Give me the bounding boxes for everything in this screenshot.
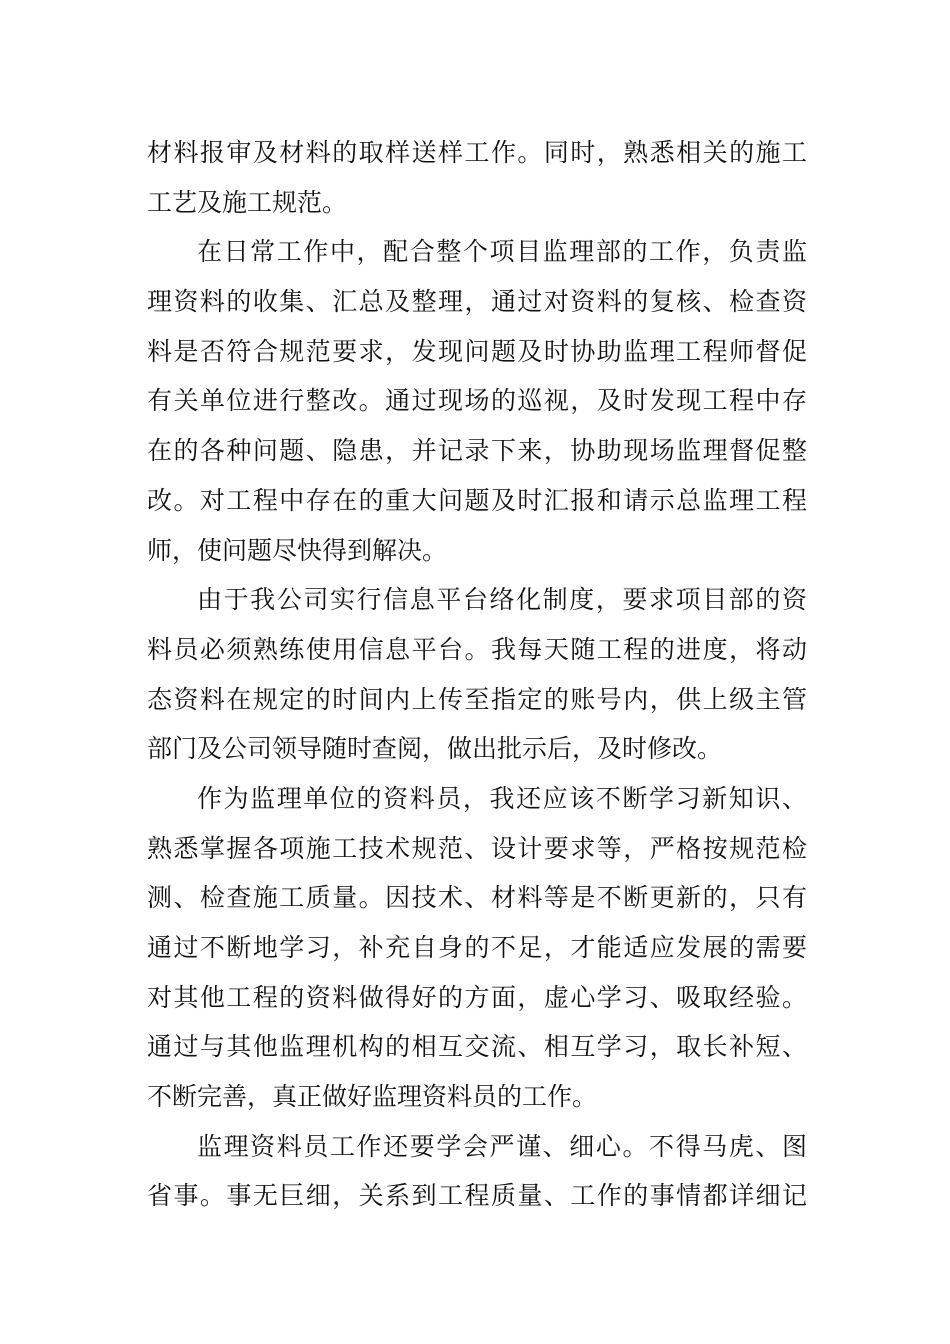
text-line: 有关单位进行整改。通过现场的巡视，及时发现工程中存 (147, 386, 807, 416)
text-line: 通过与其他监理机构的相互交流、相互学习，取长补短、 (147, 1032, 807, 1062)
text-line: 对其他工程的资料做得好的方面，虚心学习、吸取经验。 (147, 982, 807, 1012)
text-line: 在日常工作中，配合整个项目监理部的工作，负责监 (197, 237, 807, 267)
text-line: 省事。事无巨细，关系到工程质量、工作的事情都详细记 (147, 1181, 807, 1211)
text-line: 在的各种问题、隐患，并记录下来，协助现场监理督促整 (147, 436, 807, 466)
text-line: 由于我公司实行信息平台络化制度，要求项目部的资 (197, 585, 807, 615)
text-line: 测、检查施工质量。因技术、材料等是不断更新的，只有 (147, 883, 807, 913)
text-line: 监理资料员工作还要学会严谨、细心。不得马虎、图 (197, 1131, 807, 1161)
text-line: 不断完善，真正做好监理资料员的工作。 (147, 1082, 598, 1112)
text-line: 材料报审及材料的取样送样工作。同时，熟悉相关的施工 (147, 138, 807, 167)
text-line: 料员必须熟练使用信息平台。我每天随工程的进度，将动 (147, 634, 807, 664)
text-line: 部门及公司领导随时查阅，做出批示后，及时修改。 (147, 734, 723, 764)
text-line: 工艺及施工规范。 (147, 187, 348, 217)
text-line: 理资料的收集、汇总及整理，通过对资料的复核、检查资 (147, 287, 807, 317)
text-line: 料是否符合规范要求，发现问题及时协助监理工程师督促 (147, 336, 807, 366)
text-line: 熟悉掌握各项施工技术规范、设计要求等，严格按规范检 (147, 833, 807, 863)
text-line: 作为监理单位的资料员，我还应该不断学习新知识、 (197, 783, 807, 813)
document-body (147, 128, 807, 1221)
text-line: 师，使问题尽快得到解决。 (147, 535, 448, 565)
text-line: 态资料在规定的时间内上传至指定的账号内，供上级主管 (147, 684, 807, 714)
text-line: 改。对工程中存在的重大问题及时汇报和请示总监理工程 (147, 485, 807, 515)
text-line: 通过不断地学习，补充自身的不足，才能适应发展的需要 (147, 933, 807, 962)
